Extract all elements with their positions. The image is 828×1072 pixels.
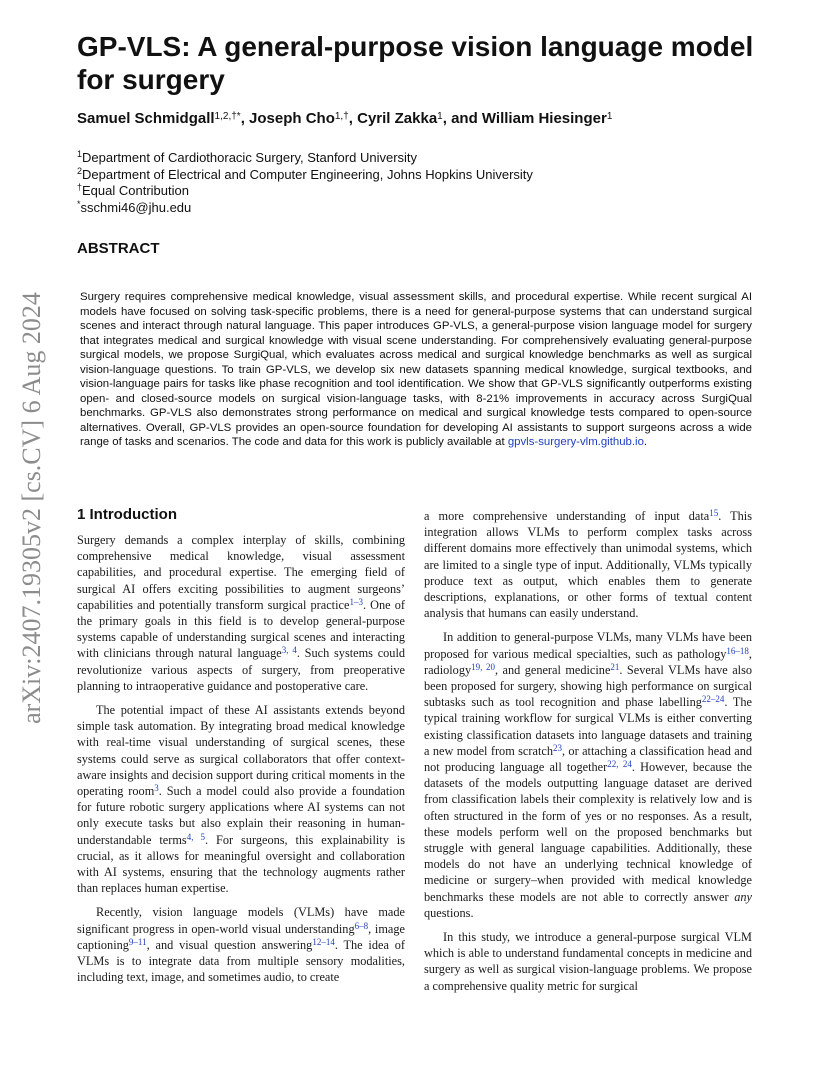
citation-link[interactable]: 4, 5 <box>186 831 206 842</box>
author-name: Samuel Schmidgall <box>77 110 215 127</box>
affiliation-line <box>77 200 777 217</box>
body-paragraph: Surgery demands a complex interplay of skills, combining comprehensive medical knowledge, visual assessment capabilities, and procedural expertise. The emerging field of surgical AI offers exciting possibilities to augment surgeons’ capabilities and potentially transform surgical practice$^{1-3}$. One of the primary goals in this field is to develop general-purpose systems capable of understanding surgical scenes and interacting with clinicians through natural language$^{3, 4}$. Such systems could revolutionize various aspects of surgery, from preoperative planning to intraoperative guidance and postoperative care. <box>77 533 406 693</box>
body-paragraph: Recently, vision language models (VLMs) have made significant progress in open-world visual understanding$^{6-8}$, image captioning$^{9-11}$, and visual question answering$^{12-14}$. The idea of VLMs is to integrate data from multiple sensory modalities, including text, image, and sometimes audio, to create <box>77 905 405 985</box>
section-heading-introduction: 1 Introduction <box>77 506 177 523</box>
citation-link[interactable]: 15 <box>709 508 719 518</box>
citation-link[interactable]: 12–14 <box>312 936 335 947</box>
affiliation-text: Equal Contribution <box>82 183 189 198</box>
citation-link[interactable]: 16–18 <box>726 645 749 656</box>
citation-link[interactable]: 3, 4 <box>281 645 297 656</box>
author-affiliation-mark: 1 <box>437 111 443 122</box>
author-affiliation-mark: 1,† <box>334 111 349 122</box>
affiliations <box>77 150 777 216</box>
affiliation-text: Department of Cardiothoracic Surgery, Stanford University <box>82 150 418 165</box>
emphasis-text: any <box>734 889 752 904</box>
left-column <box>77 532 405 993</box>
author-name: Cyril Zakka <box>357 110 438 127</box>
abstract-heading: ABSTRACT <box>77 240 160 257</box>
affiliation-mark: * <box>77 198 81 209</box>
author-affiliation-mark: 1,2,†* <box>214 111 241 122</box>
citation-link[interactable]: 6–8 <box>354 920 369 931</box>
citation-link[interactable]: 19, 20 <box>471 661 496 672</box>
citation-link[interactable]: 23 <box>552 742 562 753</box>
citation-link[interactable]: 9–11 <box>128 936 147 947</box>
affiliation-mark: 1 <box>77 149 83 159</box>
citation-link[interactable]: 22–24 <box>701 694 725 705</box>
author-name: William Hiesinger <box>481 110 607 127</box>
citation-link[interactable]: 22, 24 <box>607 759 632 770</box>
affiliation-mark: 2 <box>77 165 83 176</box>
affiliation-line <box>77 167 777 184</box>
citation-link[interactable]: 21 <box>610 661 620 672</box>
body-paragraph: The potential impact of these AI assistants extends beyond simple task automation. By integrating broad medical knowledge with real-time visual understanding of surgical scenes, these systems could serve as surgical collaborators that offer context-aware insights and decision support during critical moments in the operating room$^3$. Such a model could also provide a foundation for future robotic surgery applications where AI systems can not only execute tasks but also explain their reasoning in human-understandable terms$^{4, 5}$. For surgeons, this explainability is crucial, as it allows for meaningful oversight and collaboration with AI systems, ensuring that the technology augments rather than replaces human expertise. <box>77 703 405 896</box>
body-paragraph: In addition to general-purpose VLMs, many VLMs have been proposed for various medical specialties, such as pathology$^{16-18}$, radiology$^{19, 20}$, and general medicine$^{21}$. Several VLMs have also been proposed for surgery, showing high performance on surgical subtasks such as tool recognition and phase labelling$^{22-24}$. The typical training workflow for surgical VLMs is either converting existing classification datasets into language datasets and training a new model from scratch$^{23}$, or attaching a classification head and not producing language all together$^{22, 24}$. However, because the datasets of the models outputting language dataset are derived from classification labels their complexity is relatively low and is often structured in the form of yes or no responses. As a result, these models perform well on the proposed benchmarks but struggle with general language capabilities. Additionally, these models do not have an underlying technical knowledge of medicine or surgery–when provided with medical knowledge benchmarks these models are not able to correctly answer any questions. <box>424 630 753 920</box>
author-affiliation-mark: 1 <box>606 111 613 122</box>
affiliation-line <box>77 183 777 200</box>
author-list: Samuel Schmidgall$^{1,2,\dagger*}$, Joseph Cho$^{1,\dagger}$, Cyril Zakka$^1$, and William Hiesinger$^1$ <box>77 110 613 127</box>
paper-title: GP-VLS: A general-purpose vision language model for surgery <box>77 31 754 95</box>
arxiv-watermark <box>12 285 52 730</box>
affiliation-text: Department of Electrical and Computer Engineering, Johns Hopkins University <box>82 166 533 182</box>
affiliation-mark: † <box>77 182 83 192</box>
affiliation-text: sschmi46@jhu.edu <box>80 199 192 215</box>
abstract-end: . <box>643 436 648 448</box>
right-column <box>424 508 752 1002</box>
citation-link[interactable]: 1–3 <box>349 596 363 607</box>
citation-link[interactable]: 3 <box>154 783 159 794</box>
body-paragraph: In this study, we introduce a general-purpose surgical VLM which is able to understand fundamental concepts in medicine and surgery as well as surgical vision-language problems. We propose a comprehensive quality metric for surgical <box>424 930 752 993</box>
arxiv-watermark-text: arXiv:2407.19305v2 [cs.CV] 6 Aug 2024 <box>17 291 46 724</box>
abstract-text: Surgery requires comprehensive medical knowledge, visual assessment skills, and procedural expertise. While recent surgical AI models have focused on solving task-specific problems, there is a need for general-purpose systems that can understand surgical scenes and interact through natural language. This paper introduces GP-VLS, a general-purpose vision language model for surgery that integrates medical and surgical knowledge with visual scene understanding. For comprehensively evaluating general-purpose surgical models, we propose SurgiQual, which evaluates across medical and surgical knowledge benchmarks as well as surgical vision-language questions. To train GP-VLS, we develop six new datasets spanning medical knowledge, surgical textbooks, and vision-language pairs for tasks like phase recognition and tool identification. We show that GP-VLS significantly outperforms existing open- and closed-source models on surgical vision-language tasks, with 8-21% improvements in accuracy across SurgiQual benchmarks. GP-VLS also demonstrates strong performance on medical and surgical knowledge tests compared to open-source alternatives. Overall, GP-VLS provides an open-source foundation for developing AI assistants to support surgeons across a wide range of tasks and scenarios. The code and data for this work is publicly available at <box>80 291 752 448</box>
affiliation-line <box>77 150 777 167</box>
abstract-body <box>80 290 752 450</box>
project-link[interactable]: gpvls-surgery-vlm.github.io <box>507 436 644 448</box>
body-paragraph: a more comprehensive understanding of input data$^{15}$. This integration allows VLMs to perform complex tasks across different domains more effectively than unimodal systems, which are limited to a single type of input. Additionally, VLMs typically produce text as output, which enables them to generate descriptions, explanations, or other forms of textual content analysis that humans can easily understand. <box>424 508 752 621</box>
author-name: Joseph Cho <box>249 110 335 127</box>
